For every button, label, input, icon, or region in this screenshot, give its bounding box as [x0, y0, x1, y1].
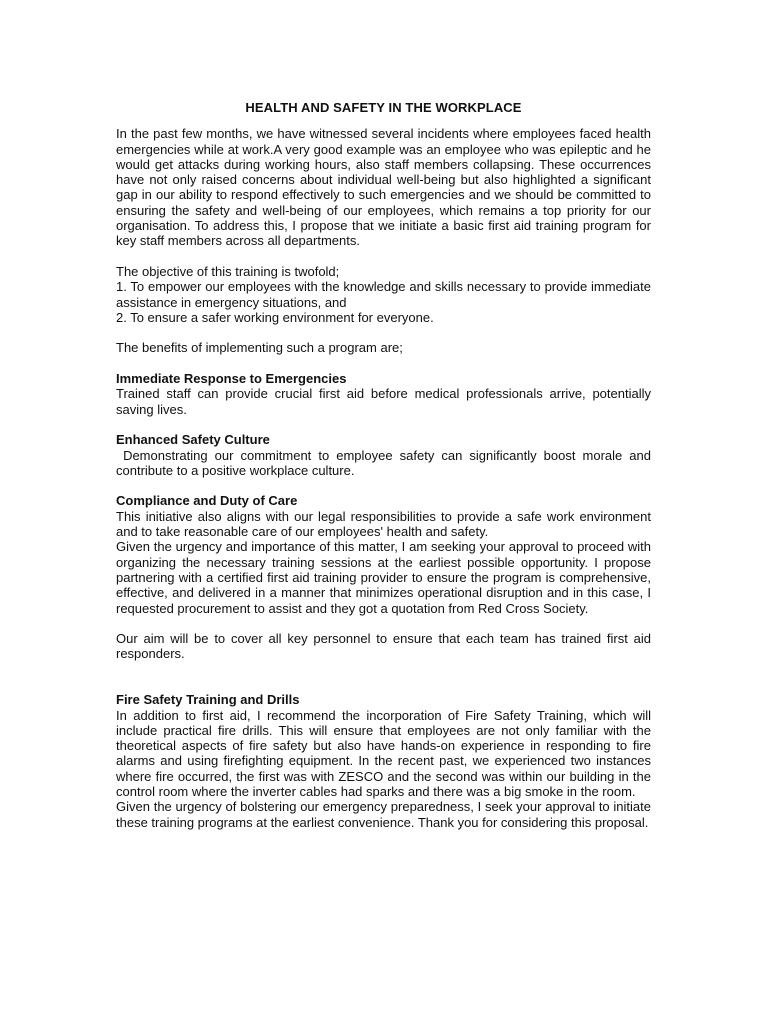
objective-intro: The objective of this training is twofold;: [116, 263, 340, 279]
benefits-intro: The benefits of implementing such a program are;: [116, 340, 403, 356]
objective-item-2: 2. To ensure a safer working environment for everyone.: [116, 309, 434, 325]
spacer: [116, 616, 651, 631]
benefit-heading-immediate-response: Immediate Response to Emergencies: [116, 371, 347, 387]
spacer: [116, 325, 651, 340]
benefit-heading-safety-culture: Enhanced Safety Culture: [116, 432, 270, 448]
benefit-text-immediate-response: Trained staff can provide crucial first aid before medical professionals arrive, potentially saving lives.: [116, 386, 651, 417]
document-page: [116, 100, 655, 830]
document-title: HEALTH AND SAFETY IN THE WORKPLACE: [245, 100, 522, 115]
benefit-text-compliance: This initiative also aligns with our legal responsibilities to provide a safe work environment and to take reasonable care of our employees' health and safety.: [116, 508, 651, 540]
fire-safety-heading: Fire Safety Training and Drills: [116, 692, 300, 708]
spacer: [116, 249, 651, 264]
closing-paragraph: Given the urgency of bolstering our emergency preparedness, I seek your approval to initiate these training programs at the earliest convenience. Thank you for considering this proposal.: [116, 799, 651, 830]
benefit-text-safety-culture: Demonstrating our commitment to employee safety can significantly boost morale and contribute to a positive workplace culture.: [116, 447, 655, 478]
fire-safety-paragraph: In addition to first aid, I recommend the incorporation of Fire Safety Training, which will include practical fire drills. This will ensure that employees are not only familiar with the theoretical aspects of fire safety but also have hands-on experience in responding to fire alarms and using firefighting equipment. In the recent past, we experienced two instances where fire occurred, the first was with ZESCO and the second was within our building in the control room where the inverter cables had sparks and there was a big smoke in the room.: [116, 707, 651, 800]
spacer: [116, 356, 651, 371]
spacer: [116, 478, 651, 493]
spacer: [116, 662, 651, 693]
approval-paragraph: Given the urgency and importance of this matter, I am seeking your approval to proceed with organizing the necessary training sessions at the earliest possible opportunity. I propose partnering with a certified first aid training provider to ensure the program is comprehensive, effective, and delivered in a manner that minimizes operational disruption and in this case, I requested procurement to assist and they got a quotation from Red Cross Society.: [116, 539, 651, 616]
benefit-heading-compliance: Compliance and Duty of Care: [116, 493, 298, 509]
spacer: [116, 417, 651, 432]
intro-paragraph: In the past few months, we have witnessed several incidents where employees faced health emergencies while at work.A very good example was an employee who was epileptic and he would get attacks during working hours, also staff members collapsing. These occurrences have not only raised concerns about individual well-being but also highlighted a significant gap in our ability to respond effectively to such emergencies and we should be committed to ensuring the safety and well-being of our employees, which remains a top priority for our organisation. To address this, I propose that we initiate a basic first aid training program for key staff members across all departments.: [116, 126, 651, 249]
objective-item-1: 1. To empower our employees with the knowledge and skills necessary to provide immediate assistance in emergency situations, and: [116, 279, 651, 310]
aim-paragraph: Our aim will be to cover all key personnel to ensure that each team has trained first aid responders.: [116, 631, 651, 662]
